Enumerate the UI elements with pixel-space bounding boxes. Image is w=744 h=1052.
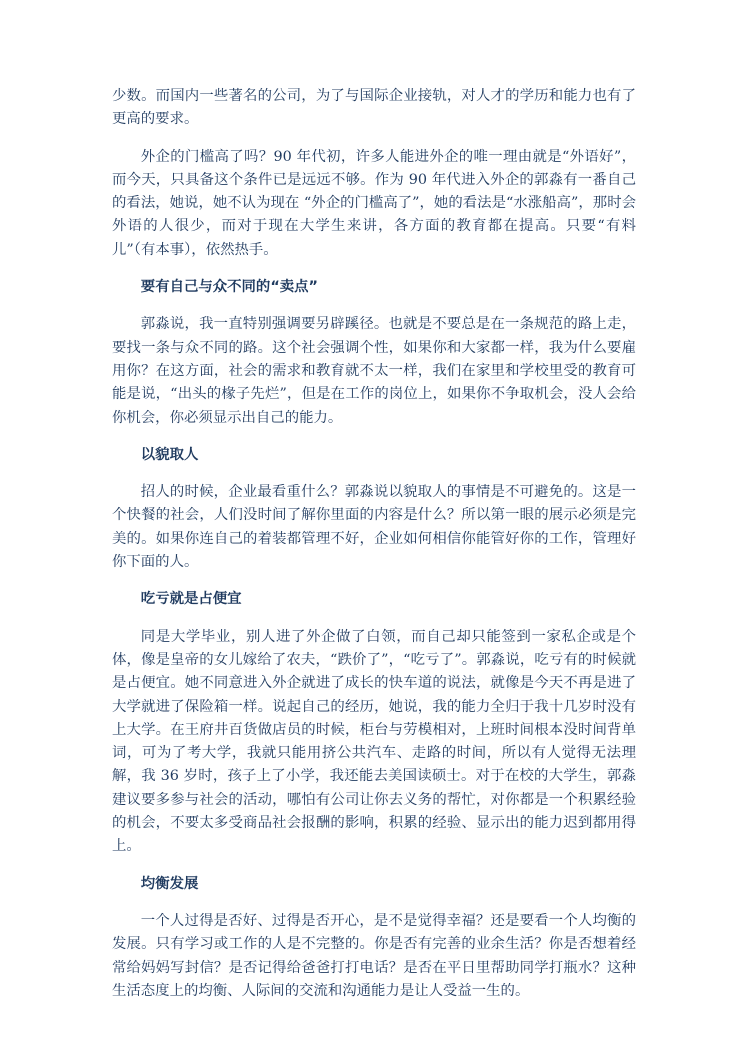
document-page — [112, 85, 636, 1017]
paragraph-foreign-company-threshold: 外企的门槛高了吗？90 年代初，许多人能进外企的唯一理由就是“外语好”，而今天，只具备这个条件已是远远不够。作为 90 年代进入外企的郭淼有一番自己的看法，她说，她不认为现在 “外企的门槛高了”，她的看法是“水涨船高”，那时会外语的人很少，而对于现在大学生来讲，各方面的教育都在提高。只要“有料儿”（有本事），依然热手。 — [112, 148, 636, 258]
paragraph-loss-is-gain: 同是大学毕业，别人进了外企做了白领，而自己却只能签到一家私企或是个体，像是皇帝的女儿嫁给了农夫，“跌价了”，“吃亏了”。郭淼说，吃亏有的时候就是占便宜。她不同意进入外企就进了成长的快车道的说法，就像是今天不再是进了大学就进了保险箱一样。说起自己的经历，她说，我的能力全归于我十几岁时没有上大学。在王府井百货做店员的时候，柜台与劳模相对，上班时间根本没时间背单词，可为了考大学，我就只能用挤公共汽车、走路的时间，所以有人觉得无法理解，我 36 岁时，孩子上了小学，我还能去美国读硕士。对于在校的大学生，郭淼建议要多参与社会的活动，哪怕有公司让你去义务的帮忙，对你都是一个积累经验的机会，不要太多受商品社会报酬的影响，积累的经验、显示出的能力迟到都用得上。 — [112, 628, 636, 855]
section-heading-appearance: 以貌取人 — [140, 446, 199, 463]
paragraph-appearance: 招人的时候，企业最看重什么？郭淼说以貌取人的事情是不可避免的。这是一个快餐的社会，人们没时间了解你里面的内容是什么？所以第一眼的展示必须是完美的。如果你连自己的着装都管理不好，企业如何相信你能管好你的工作，管理好你下面的人。 — [112, 484, 636, 571]
paragraph-selling-point: 郭淼说，我一直特别强调要另辟蹊径。也就是不要总是在一条规范的路上走，要找一条与众不同的路。这个社会强调个性，如果你和大家都一样，我为什么要雇用你？在这方面，社会的需求和教育就不太一样，我们在家里和学校里受的教育可能是说，“出头的椽子先烂”，但是在工作的岗位上，如果你不争取机会，没人会给你机会，你必须显示出自己的能力。 — [112, 316, 636, 426]
section-heading-balanced-development: 均衡发展 — [140, 875, 199, 892]
paragraph-continuation: 少数。而国内一些著名的公司，为了与国际企业接轨，对人才的学历和能力也有了更高的要求。 — [112, 88, 636, 128]
section-heading-loss-is-gain: 吃亏就是占便宜 — [140, 591, 242, 608]
paragraph-balanced-development: 一个人过得是否好、过得是否开心，是不是觉得幸福？还是要看一个人均衡的发展。只有学习或工作的人是不完整的。你是否有完善的业余生活？你是否想着经常给妈妈写封信？是否记得给爸爸打打电话？是否在平日里帮助同学打瓶水？这种生活态度上的均衡、人际间的交流和沟通能力是让人受益一生的。 — [112, 912, 636, 999]
section-heading-selling-point: 要有自己与众不同的“卖点” — [140, 279, 319, 296]
